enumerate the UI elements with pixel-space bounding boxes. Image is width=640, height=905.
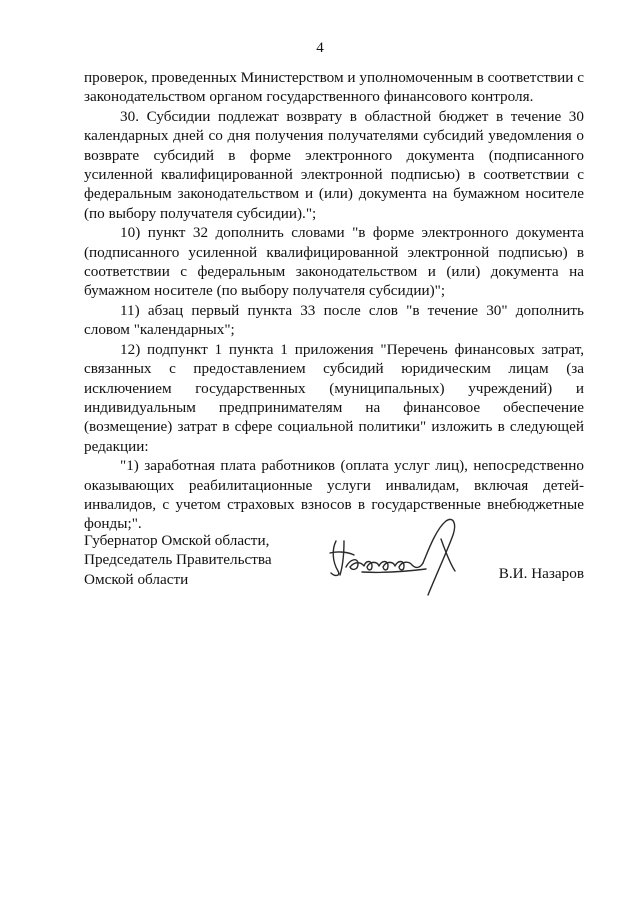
signer-title-line: Омской области [84, 570, 189, 588]
paragraph-amendment-12: 12) подпункт 1 пункта 1 приложения "Перечень финансовых затрат, связанных с предоставлением субсидий юридическим лицам (за исключением государственных (муниципальных) учреждений) и индивидуальным предпринимателям на финансовое обеспечение (возмещение) затрат в сфере социальной политики" изложить в следующей редакции: [84, 340, 584, 455]
paragraph-continuation: проверок, проведенных Министерством и уполномоченным в соответствии с законодательством органом государственного финансового контроля. [84, 69, 584, 106]
signature-block [84, 531, 584, 601]
handwritten-signature [322, 511, 482, 601]
paragraph-amendment-11: 11) абзац первый пункта 33 после слов "в течение 30" дополнить словом "календарных"; [84, 301, 584, 339]
document-body [84, 68, 584, 534]
signer-name: В.И. Назаров [498, 565, 584, 582]
page-number: 4 [316, 40, 324, 56]
paragraph-item-30: 30. Субсидии подлежат возврату в областной бюджет в течение 30 календарных дней со дня получения получателями субсидий уведомления о возврате субсидий в форме электронного документа (подписанного усиленной квалифицированной электронной подписью) в соответствии с федеральным законодательством и (или) документа на бумажном носителе (по выбору получателя субсидии)."; [84, 107, 584, 222]
paragraph-amendment-10: 10) пункт 32 дополнить словами "в форме электронного документа (подписанного усиленной квалифицированной электронной подписью) в соответствии с федеральным законодательством и (или) документа на бумажном носителе (по выбору получателя субсидии)"; [84, 224, 584, 300]
signer-title-line: Губернатор Омской области, [84, 532, 270, 549]
signer-title-line: Председатель Правительства [84, 551, 272, 569]
paragraph-new-subitem-1: "1) заработная плата работников (оплата услуг лиц), непосредственно оказывающих реабилитационные услуги инвалидам, включая детей-инвалидов, с учетом страховых взносов в государственные внебюджетные фонды;". [84, 457, 584, 533]
signature-strokes [330, 519, 455, 595]
signer-title [84, 531, 314, 589]
